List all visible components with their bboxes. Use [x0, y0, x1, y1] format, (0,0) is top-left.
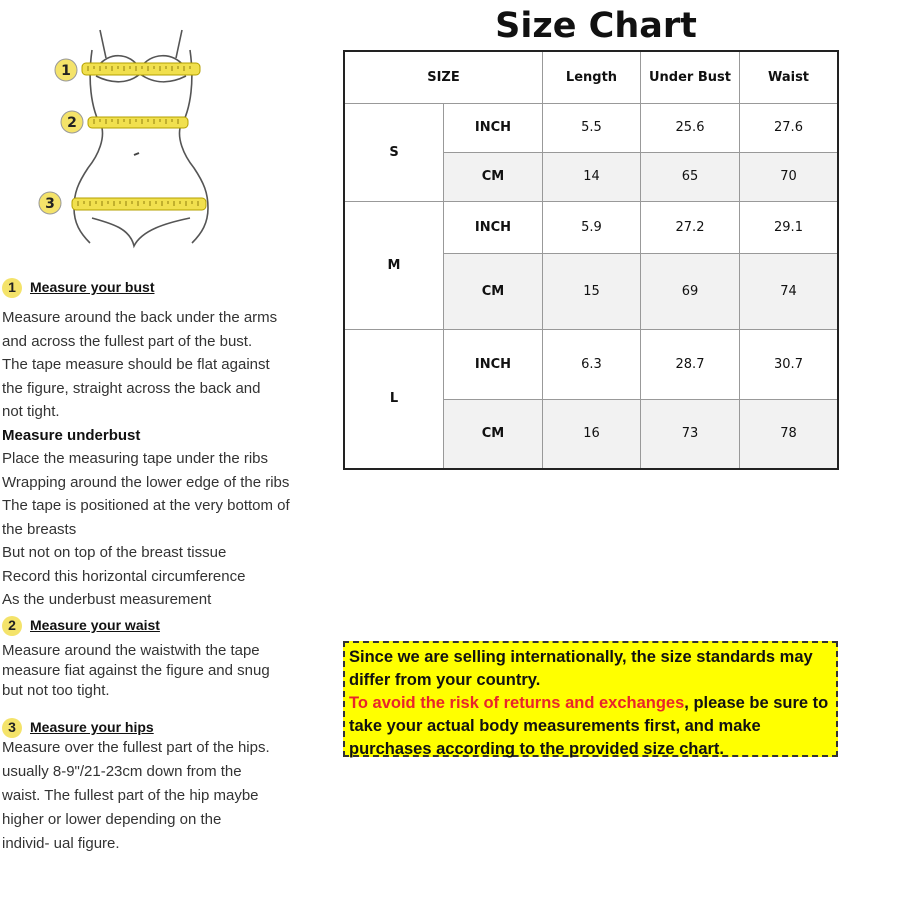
badge-2-icon: 2: [2, 616, 22, 636]
under-bust-cell: 73: [641, 399, 740, 469]
header-under-bust: Under Bust: [641, 51, 740, 103]
panty-bottom: [92, 218, 190, 246]
length-cell: 14: [543, 152, 641, 201]
table-row: [344, 103, 838, 152]
waist-cell: 74: [740, 253, 839, 329]
unit-cell: CM: [444, 399, 543, 469]
under-bust-cell: 69: [641, 253, 740, 329]
notice-text-1: Since we are selling internationally, the size standards may differ from your country.: [349, 648, 813, 689]
body-measurement-figure: [30, 18, 230, 268]
length-cell: 5.9: [543, 201, 641, 253]
waist-tape: [88, 117, 188, 128]
header-length: Length: [543, 51, 641, 103]
size-label-s: S: [344, 103, 444, 201]
waist-cell: 70: [740, 152, 839, 201]
guide-bust-section: [2, 276, 154, 300]
notice-text-2: , please be sure to take your actual body measurements first, and make purchases according to the provided size chart.: [349, 694, 829, 758]
length-cell: 16: [543, 399, 641, 469]
header-size: SIZE: [344, 51, 543, 103]
badge-3-icon: 3: [2, 718, 22, 738]
page-title: Size Chart: [495, 6, 697, 46]
length-cell: 6.3: [543, 329, 641, 399]
waist-cell: 78: [740, 399, 839, 469]
size-label-l: L: [344, 329, 444, 469]
strap-left: [100, 30, 106, 58]
unit-cell: CM: [444, 152, 543, 201]
notice-warning-red: To avoid the risk of returns and exchanges: [349, 694, 685, 712]
table-row: [344, 329, 838, 399]
unit-cell: INCH: [444, 201, 543, 253]
table-row: [344, 201, 838, 253]
bust-heading: 1 Measure your bust: [2, 276, 154, 300]
unit-cell: CM: [444, 253, 543, 329]
guide-waist-section: [2, 614, 160, 638]
torso-right-outline: [180, 50, 208, 243]
header-row: [344, 51, 838, 103]
size-chart-table: [343, 50, 839, 470]
torso-left-outline: [74, 50, 102, 243]
underbust-heading: Measure underbust: [2, 426, 141, 444]
under-bust-cell: 27.2: [641, 201, 740, 253]
hips-heading: 3 Measure your hips: [2, 716, 154, 740]
marker-3-label: 3: [45, 196, 55, 212]
waist-cell: 30.7: [740, 329, 839, 399]
unit-cell: INCH: [444, 103, 543, 152]
under-bust-cell: 25.6: [641, 103, 740, 152]
size-notice-box: [343, 641, 838, 757]
navel: [134, 153, 139, 155]
guide-waist-text: Measure around the waistwith the tape measure fiat against the figure and snug but not too tight.: [2, 642, 270, 699]
under-bust-cell: 28.7: [641, 329, 740, 399]
header-waist: Waist: [740, 51, 839, 103]
strap-right: [176, 30, 182, 58]
waist-cell: 27.6: [740, 103, 839, 152]
guide-bust-text: Measure around the back under the arms and across the fullest part of the bust. The tape measure should be flat against the figure, straight across the back and not tight. Measure underbust Place the measuring tape under the ribs Wrapping around the lower edge of the ribs The tape is positioned at the very bottom of the breasts But not on top of the breast tissue Record this horizontal circumference As the underbust measurement: [2, 309, 290, 608]
under-bust-cell: 65: [641, 152, 740, 201]
size-label-m: M: [344, 201, 444, 329]
waist-cell: 29.1: [740, 201, 839, 253]
marker-2-label: 2: [67, 115, 77, 131]
guide-hips-text: Measure over the fullest part of the hips. usually 8-9"/21-23cm down from the waist. The fullest part of the hip maybe higher or lower depending on the individ- ual figure.: [2, 739, 270, 852]
unit-cell: INCH: [444, 329, 543, 399]
waist-heading: 2 Measure your waist: [2, 614, 160, 638]
badge-1-icon: 1: [2, 278, 22, 298]
length-cell: 5.5: [543, 103, 641, 152]
marker-1-label: 1: [61, 63, 71, 79]
length-cell: 15: [543, 253, 641, 329]
